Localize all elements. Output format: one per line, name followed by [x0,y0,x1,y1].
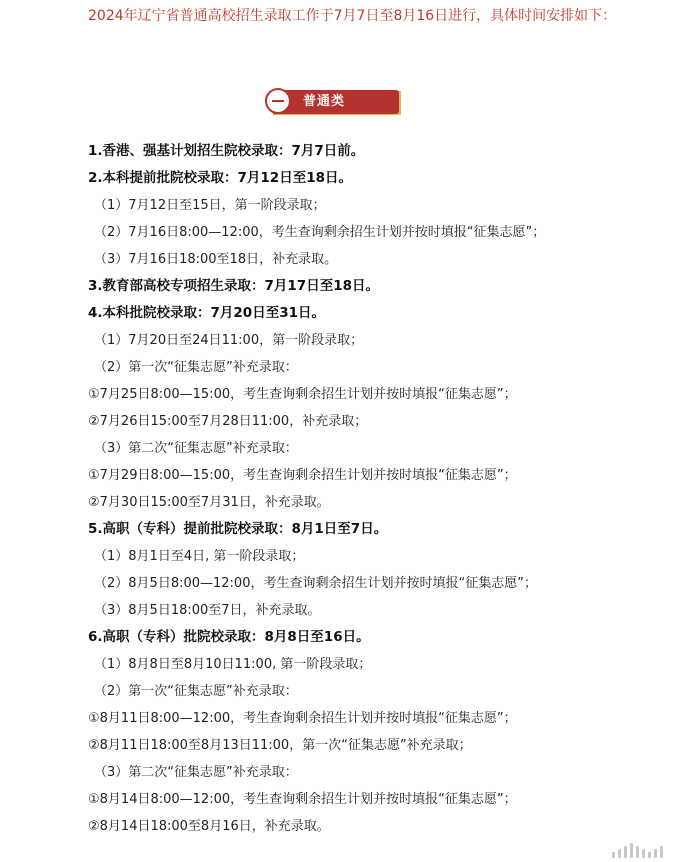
schedule-subitem: （3）第二次“征集志愿”补充录取： [94,765,298,780]
schedule-subitem: （1）7月20日至24日11:00，第一阶段录取； [94,333,364,348]
schedule-heading: 1.香港、强基计划招生院校录取：7月7日前。 [88,143,365,159]
schedule-subitem: （2）第一次“征集志愿”补充录取： [94,684,298,699]
schedule-heading: 2.本科提前批院校录取：7月12日至18日。 [88,170,352,186]
schedule-subitem: （3）8月5日18:00至7日，补充录取。 [94,603,321,618]
schedule-heading: 4.本科批院校录取：7月20日至31日。 [88,305,325,321]
schedule-step: ②7月30日15:00至7月31日，补充录取。 [88,495,330,510]
schedule-step: ①8月11日8:00—12:00，考生查询剩余招生计划并按时填报“征集志愿”； [88,711,517,726]
schedule-step: ②8月11日18:00至8月13日11:00，第一次“征集志愿”补充录取； [88,738,472,753]
section-title: 普通类 [303,94,346,109]
schedule-step: ①7月25日8:00—15:00，考生查询剩余招生计划并按时填报“征集志愿”； [88,387,517,402]
schedule-subitem: （3）7月16日18:00至18日，补充录取。 [94,252,338,267]
schedule-subitem: （2）第一次“征集志愿”补充录取： [94,360,298,375]
schedule-list [88,138,663,840]
schedule-step: ①7月29日8:00—15:00，考生查询剩余招生计划并按时填报“征集志愿”； [88,468,517,483]
intro-paragraph: 2024年辽宁省普通高校招生录取工作于7月7日至8月16日进行，具体时间安排如下： [88,8,617,24]
schedule-heading: 6.高职（专科）批院校录取：8月8日至16日。 [88,629,370,645]
schedule-subitem: （1）7月12日至15日，第一阶段录取； [94,198,326,213]
dash-circle-icon [265,88,291,114]
schedule-subitem: （2）8月5日8:00—12:00，考生查询剩余招生计划并按时填报“征集志愿”； [94,576,537,591]
schedule-step: ②8月14日18:00至8月16日，补充录取。 [88,819,330,834]
schedule-subitem: （2）7月16日8:00—12:00，考生查询剩余招生计划并按时填报“征集志愿”； [94,225,546,240]
schedule-subitem: （1）8月8日至8月10日11:00, 第一阶段录取； [94,657,372,672]
schedule-heading: 3.教育部高校专项招生录取：7月17日至18日。 [88,278,379,294]
schedule-step: ①8月14日8:00—12:00，考生查询剩余招生计划并按时填报“征集志愿”； [88,792,517,807]
schedule-step: ②7月26日15:00至7月28日11:00，补充录取； [88,414,368,429]
schedule-subitem: （1）8月1日至4日, 第一阶段录取； [94,549,305,564]
section-banner [263,88,403,118]
schedule-heading: 5.高职（专科）提前批院校录取：8月1日至7日。 [88,521,388,537]
schedule-subitem: （3）第二次“征集志愿”补充录取： [94,441,298,456]
signal-bars-icon [612,843,663,858]
